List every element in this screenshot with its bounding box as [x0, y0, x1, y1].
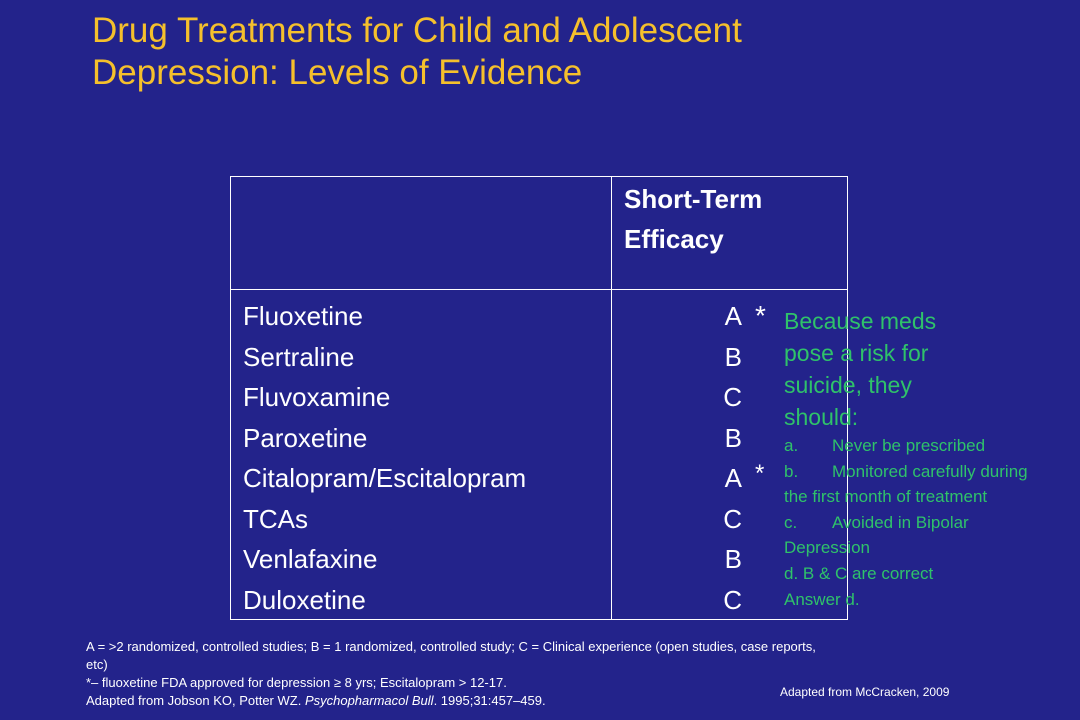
title-line-2: Depression: Levels of Evidence [92, 53, 583, 92]
answer-line: Answer d. [784, 589, 860, 609]
quiz-callout [784, 305, 1080, 612]
title-line-1: Drug Treatments for Child and Adolescent [92, 11, 742, 50]
asterisk-fluoxetine: * [755, 300, 766, 331]
drug-name: Citalopram/Escitalopram [243, 463, 527, 493]
option-a: a. Never be prescribed [784, 436, 986, 455]
footnote [86, 638, 986, 710]
evidence-grade: C [723, 503, 742, 534]
option-c-continued: Depression [784, 538, 870, 558]
evidence-grade: B [724, 341, 742, 372]
slide-title [92, 10, 992, 94]
drug-list [243, 296, 526, 620]
question-line: pose a risk for [784, 340, 929, 366]
table-header-divider [231, 289, 847, 290]
option-d: d. B & C are correct [784, 563, 934, 583]
evidence-grade: C [723, 584, 742, 615]
question-line: suicide, they [784, 372, 912, 398]
evidence-grade: B [724, 422, 742, 453]
asterisk-escitalopram: * [755, 460, 765, 487]
footnote-legend-cont: etc) [86, 657, 108, 672]
evidence-grade: B [724, 544, 742, 574]
evidence-table [230, 176, 848, 620]
source-credit: Adapted from McCracken, 2009 [780, 685, 950, 699]
option-c: c. Avoided in Bipolar [784, 512, 969, 532]
drug-name: Fluvoxamine [243, 382, 391, 412]
grade-list [611, 296, 742, 620]
drug-name: TCAs [243, 503, 308, 534]
drug-name: Sertraline [243, 341, 355, 372]
evidence-grade: C [723, 382, 742, 412]
question-line: should: [784, 404, 859, 430]
evidence-grade: A [724, 301, 742, 331]
drug-name: Fluoxetine [243, 301, 363, 331]
evidence-grade: A [724, 463, 742, 493]
drug-name: Paroxetine [243, 422, 368, 453]
footnote-fda-note: *– fluoxetine FDA approved for depression ≥ 8 yrs; Escitalopram > 12-17. [86, 675, 507, 690]
drug-name: Venlafaxine [243, 544, 378, 574]
column-header-efficacy: Short-Term Efficacy [624, 184, 763, 254]
drug-name: Duloxetine [243, 584, 366, 615]
footnote-legend: A = >2 randomized, controlled studies; B = 1 randomized, controlled study; C = Clinical experience (open studies, case reports, [86, 639, 816, 654]
footnote-citation: Adapted from Jobson KO, Potter WZ. Psychopharmacol Bull. 1995;31:457–459. [86, 693, 546, 708]
question-line: Because meds [784, 308, 937, 334]
option-b-continued: the first month of treatment [784, 487, 988, 507]
option-b: b. Monitored carefully during [784, 461, 1028, 481]
